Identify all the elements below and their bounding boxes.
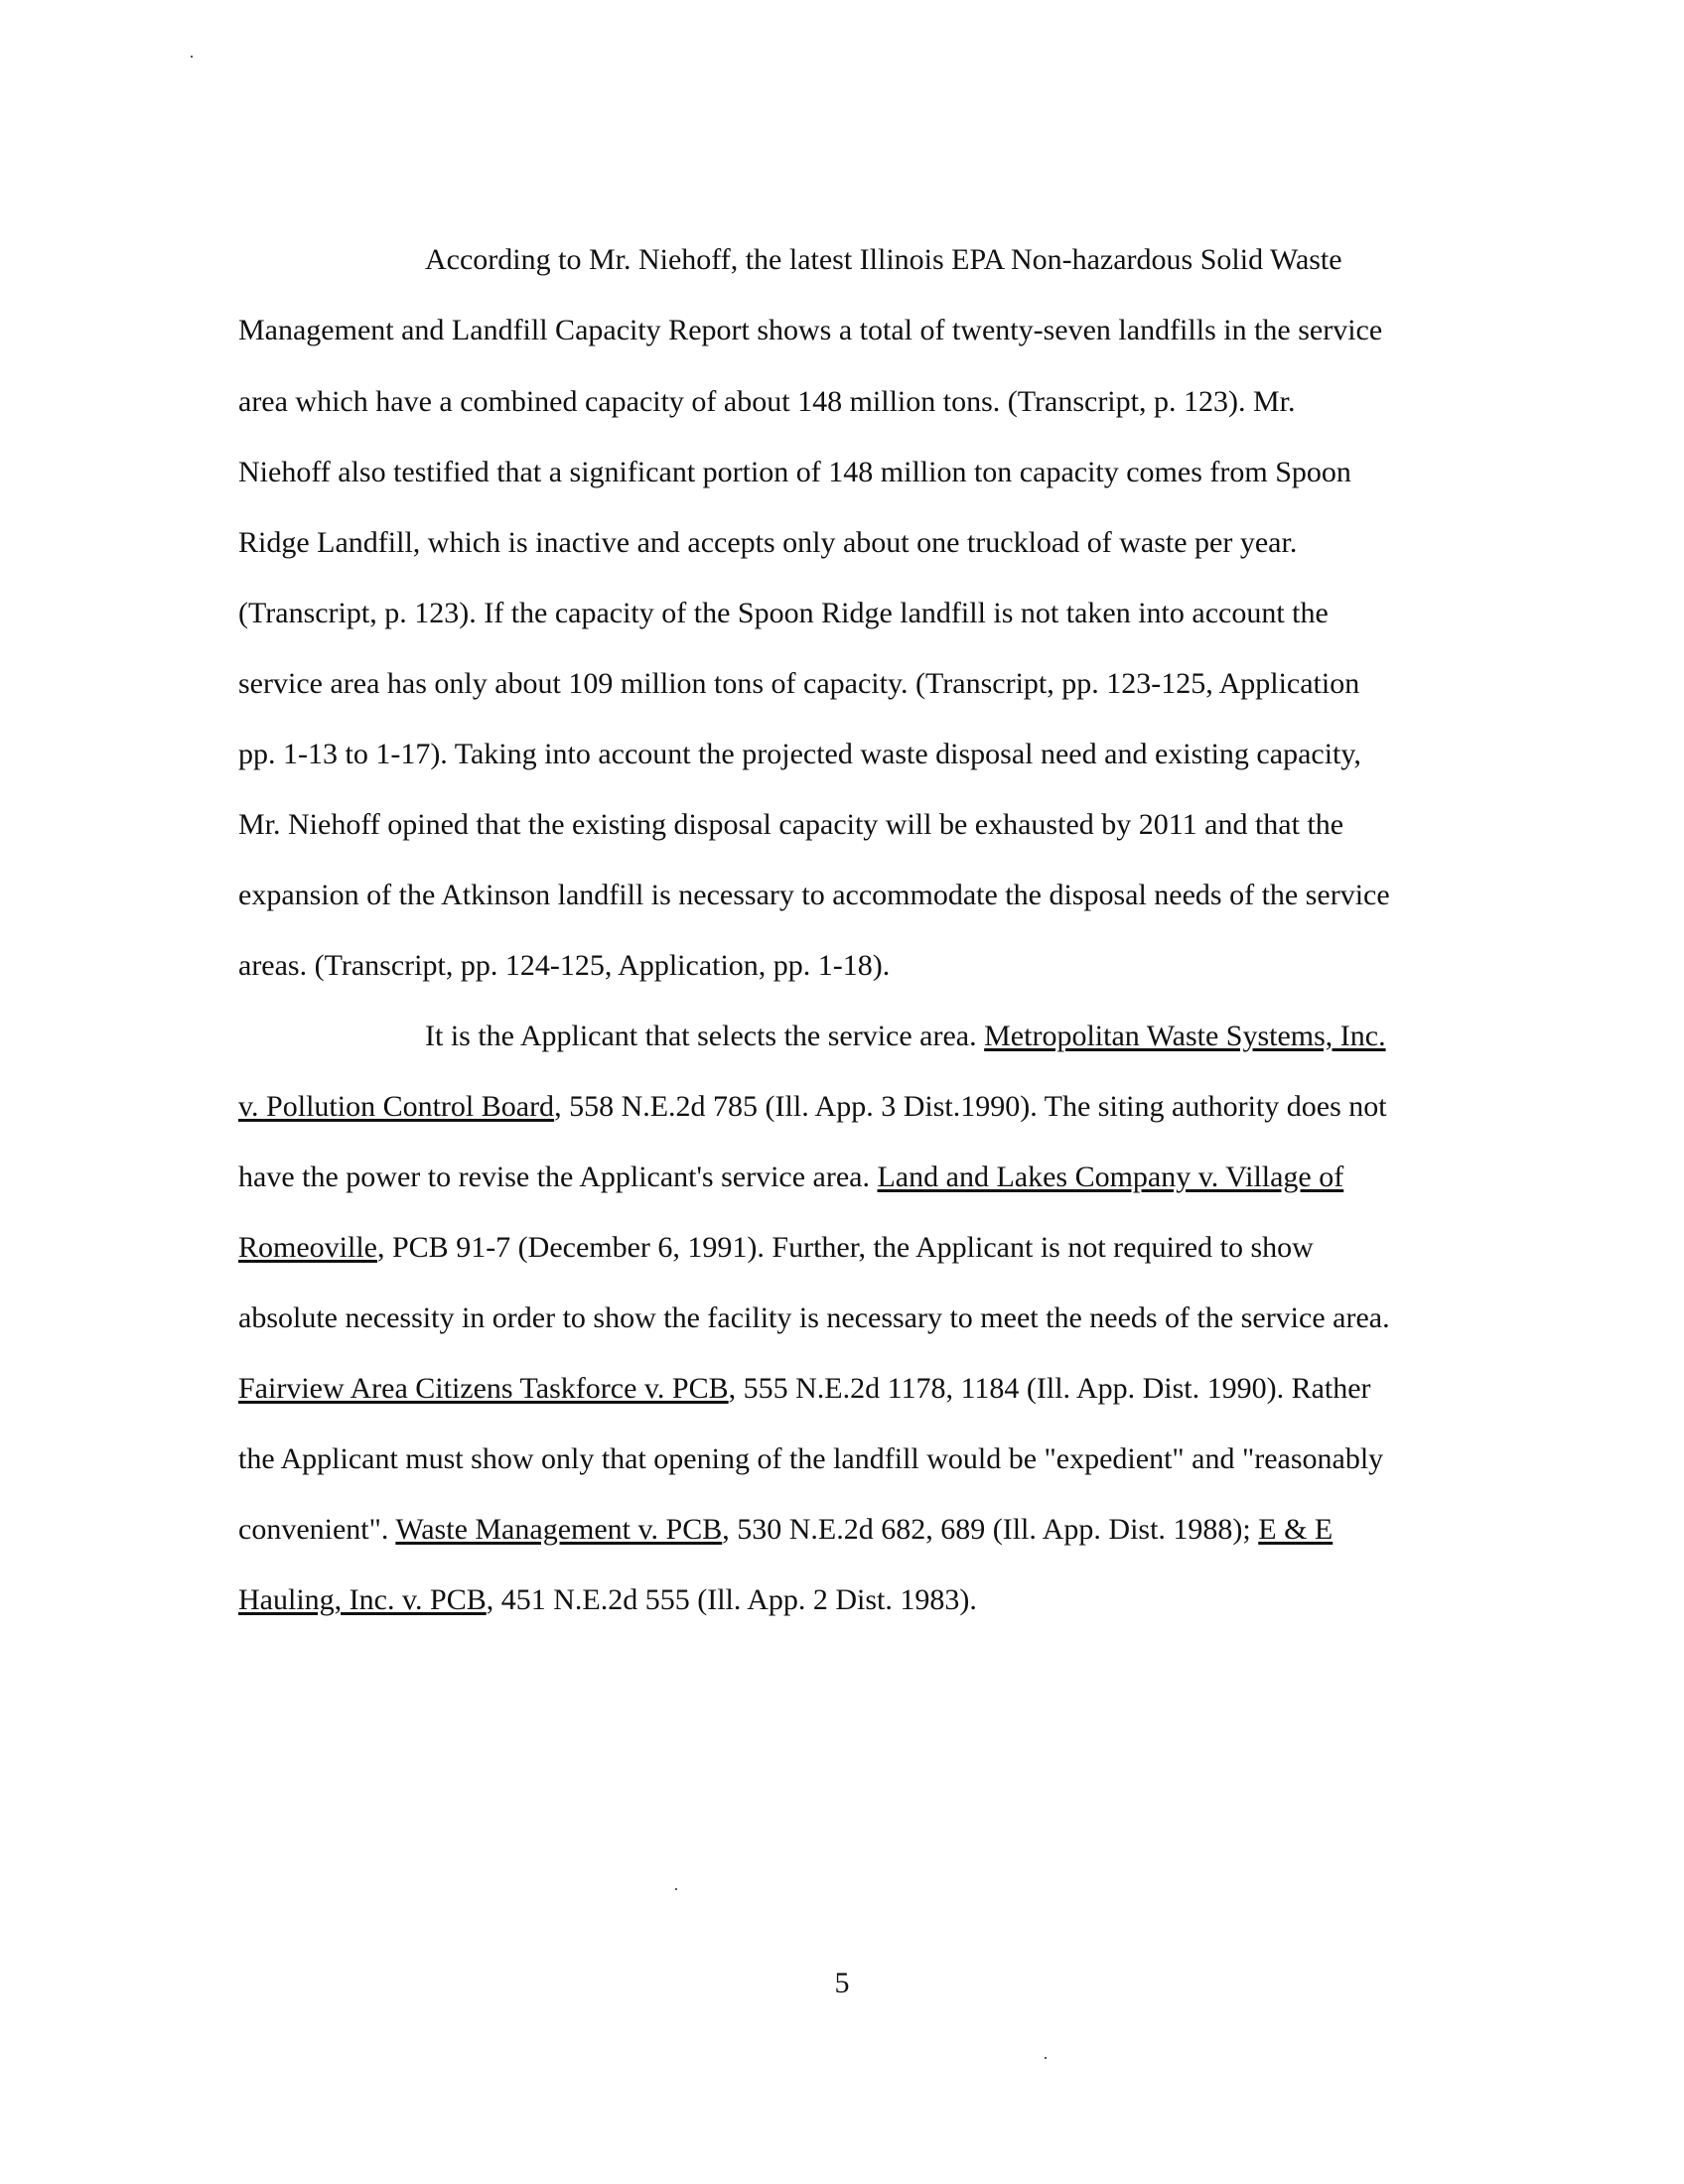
text-line: Niehoff also testified that a significant portion of 148 million ton capacity comes from Spoon bbox=[238, 456, 1351, 488]
line-text: have the power to revise the Applicant's service area. bbox=[238, 1160, 878, 1193]
case-citation: Waste Management v. PCB bbox=[395, 1513, 723, 1546]
line-text: , 530 N.E.2d 682, 689 (Ill. App. Dist. 1988); bbox=[722, 1513, 1259, 1546]
line-text: , PCB 91-7 (December 6, 1991). Further, the Applicant is not required to show bbox=[376, 1231, 1314, 1264]
text-line: According to Mr. Niehoff, the latest Illinois EPA Non-hazardous Solid Waste bbox=[425, 243, 1342, 276]
text-line bbox=[238, 1160, 1343, 1195]
text-line bbox=[238, 1371, 1371, 1407]
text-line bbox=[238, 1441, 1383, 1477]
case-citation: Metropolitan Waste Systems, Inc. bbox=[984, 1020, 1386, 1052]
line-text: , 558 N.E.2d 785 (Ill. App. 3 Dist.1990). The siting authority does not bbox=[554, 1090, 1387, 1123]
scan-speck bbox=[1045, 2057, 1047, 2059]
text-line: (Transcript, p. 123). If the capacity of the Spoon Ridge landfill is not taken into account the bbox=[238, 597, 1329, 629]
page-number: 5 bbox=[834, 1967, 850, 1999]
line-text: the Applicant must show only that opening of the landfill would be "expedient" and "reasonably bbox=[238, 1442, 1384, 1475]
scan-speck bbox=[191, 56, 193, 58]
text-line bbox=[238, 1089, 1387, 1125]
text-line bbox=[238, 1512, 1333, 1548]
text-line: pp. 1-13 to 1-17). Taking into account the projected waste disposal need and existing capacity, bbox=[238, 738, 1361, 770]
line-text: , 451 N.E.2d 555 (Ill. App. 2 Dist. 1983). bbox=[486, 1583, 977, 1616]
text-line bbox=[238, 1230, 1314, 1266]
text-line: Management and Landfill Capacity Report shows a total of twenty-seven landfills in the service bbox=[238, 314, 1383, 346]
text-line: areas. (Transcript, pp. 124-125, Application, pp. 1-18). bbox=[238, 949, 891, 982]
text-line: expansion of the Atkinson landfill is necessary to accommodate the disposal needs of the service bbox=[238, 879, 1390, 911]
case-citation: Fairview Area Citizens Taskforce v. PCB bbox=[238, 1372, 729, 1405]
case-citation: Land and Lakes Company v. Village of bbox=[877, 1160, 1344, 1193]
case-citation: v. Pollution Control Board bbox=[238, 1090, 555, 1123]
text-line bbox=[425, 1019, 1386, 1054]
line-text: , 555 N.E.2d 1178, 1184 (Ill. App. Dist. 1990). Rather bbox=[728, 1372, 1371, 1405]
case-citation: Hauling, Inc. v. PCB bbox=[238, 1583, 487, 1616]
scan-speck bbox=[675, 1888, 677, 1890]
text-line bbox=[238, 1300, 1390, 1336]
text-line bbox=[238, 1582, 977, 1618]
text-line: Mr. Niehoff opined that the existing disposal capacity will be exhausted by 2011 and that the bbox=[238, 808, 1344, 841]
case-citation: Romeoville bbox=[238, 1231, 377, 1264]
text-line: Ridge Landfill, which is inactive and accepts only about one truckload of waste per year. bbox=[238, 526, 1298, 559]
text-line: service area has only about 109 million tons of capacity. (Transcript, pp. 123-125, Application bbox=[238, 667, 1360, 700]
line-text: convenient". bbox=[238, 1513, 396, 1546]
text-line: area which have a combined capacity of about 148 million tons. (Transcript, p. 123). Mr. bbox=[238, 385, 1296, 418]
line-text: It is the Applicant that selects the service area. bbox=[425, 1020, 985, 1052]
case-citation: E & E bbox=[1258, 1513, 1333, 1546]
line-text: absolute necessity in order to show the facility is necessary to meet the needs of the service area. bbox=[238, 1301, 1390, 1334]
